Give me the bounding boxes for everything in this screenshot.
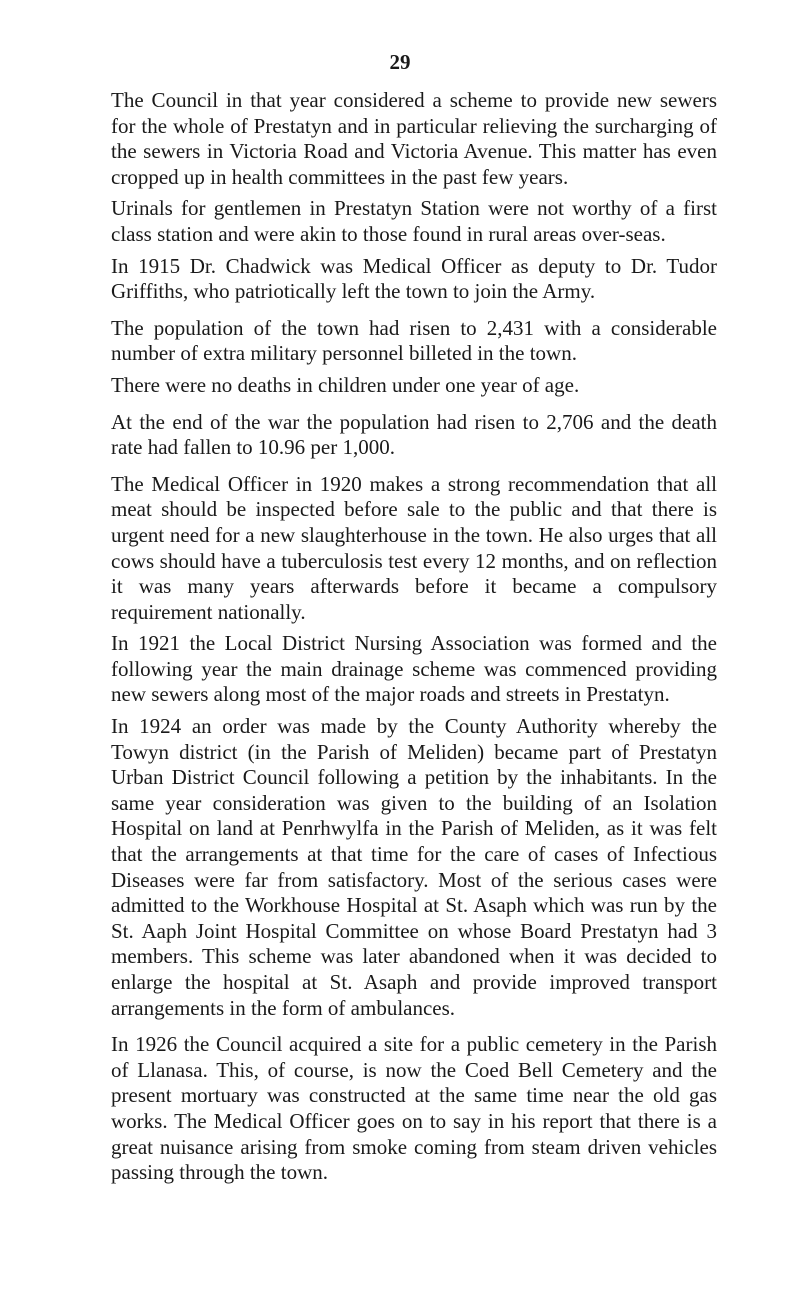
- page-number: 29: [389, 50, 411, 74]
- paragraph: In 1926 the Council acquired a site for a public cemetery in the Parish of Llanasa. This, of course, is now the Coed Bell Cemetery and the present mortuary was constructed at the same time near the old gas works. The Medical Officer goes on to say in his report that there is a great nuisance arising from smoke coming from steam driven vehicles passing through the town.: [111, 1032, 717, 1185]
- body-text: [111, 88, 717, 1192]
- paragraph: The Medical Officer in 1920 makes a strong recommendation that all meat should be inspected before sale to the public and that there is urgent need for a new slaughterhouse in the town. He also urges that all cows should have a tuberculosis test every 12 months, and on reflection it was many years afterwards before it became a compulsory requirement nationally.: [111, 471, 717, 624]
- paragraph: The population of the town had risen to 2,431 with a considerable number of extra military personnel billeted in the town.: [111, 315, 717, 366]
- paragraph: In 1921 the Local District Nursing Association was formed and the following year the main drainage scheme was commenced providing new sewers along most of the major roads and streets in Prestatyn.: [111, 631, 717, 707]
- paragraph: There were no deaths in children under one year of age.: [111, 372, 580, 397]
- paragraph: At the end of the war the population had risen to 2,706 and the death rate had fallen to 10.96 per 1,000.: [111, 409, 717, 460]
- paragraph: In 1924 an order was made by the County Authority whereby the Towyn district (in the Parish of Meliden) became part of Prestatyn Urban District Council following a petition by the inhabitants. In the same year consideration was given to the building of an Isolation Hospital on land at Penrhwylfa in the Parish of Meliden, as it was felt that the arrangements at that time for the care of cases of Infectious Diseases were far from satisfactory. Most of the serious cases were admitted to the Workhouse Hospital at St. Asaph which was run by the St. Aaph Joint Hospital Committee on whose Board Prestatyn had 3 members. This scheme was later abandoned when it was decided to enlarge the hospital at St. Asaph and provide improved transport arrangements in the form of ambulances.: [111, 714, 717, 1020]
- paragraph: In 1915 Dr. Chadwick was Medical Officer as deputy to Dr. Tudor Griffiths, who patriotically left the town to join the Army.: [111, 253, 717, 304]
- paragraph: Urinals for gentlemen in Prestatyn Station were not worthy of a first class station and were akin to those found in rural areas over-seas.: [111, 196, 717, 246]
- paragraph: The Council in that year considered a scheme to provide new sewers for the whole of Prestatyn and in particular relieving the surcharging of the sewers in Victoria Road and Victoria Avenue. This matter has even cropped up in health committees in the past few years.: [111, 88, 717, 189]
